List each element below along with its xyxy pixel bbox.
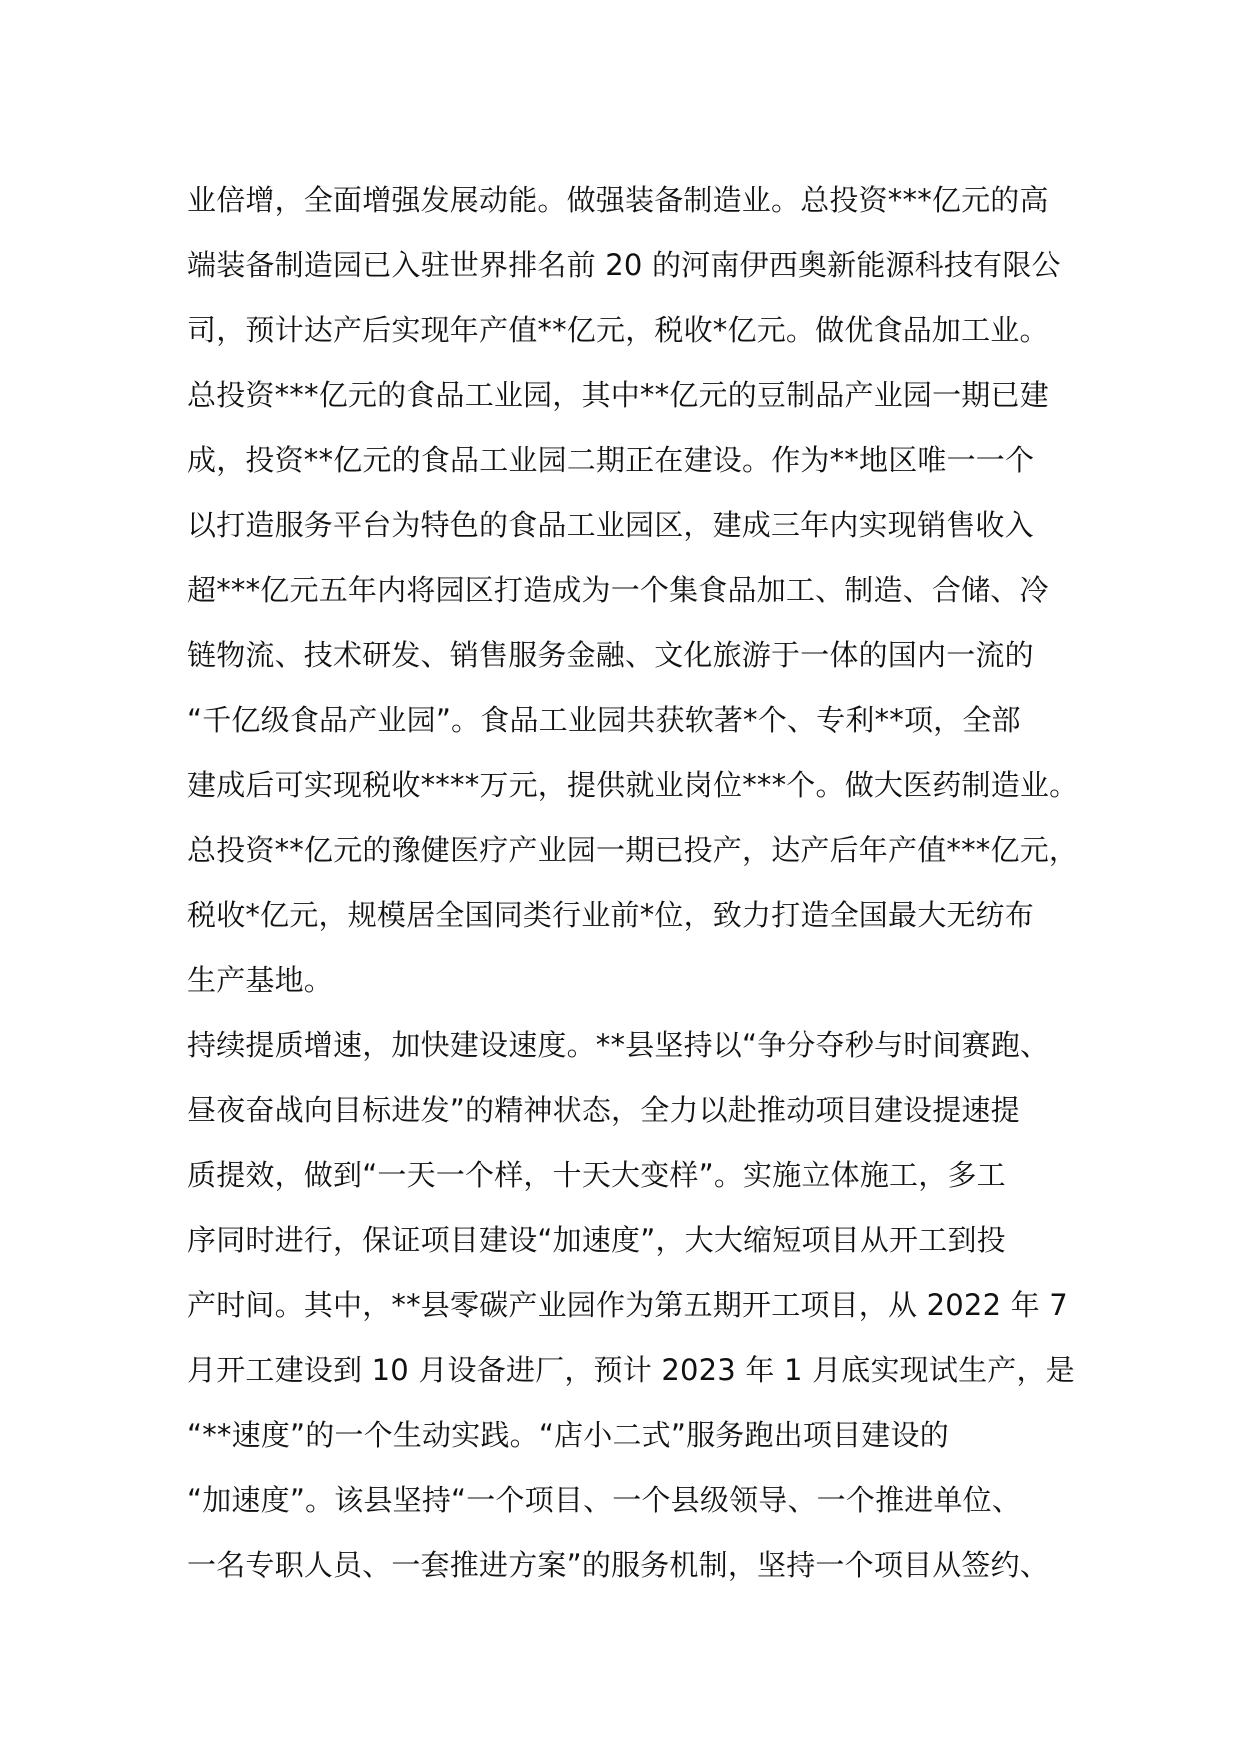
text-line: 端装备制造园已入驻世界排名前 20 的河南伊西奥新能源科技有限公 — [187, 248, 1061, 282]
text-line: 总投资***亿元的食品工业园，其中**亿元的豆制品产业园一期已建 — [187, 378, 1049, 412]
text-line: 总投资**亿元的豫健医疗产业园一期已投产，达产后年产值***亿元， — [187, 833, 1079, 867]
paragraph-2 — [187, 1013, 1087, 1598]
body-text — [187, 168, 1087, 1598]
text-line: 持续提质增速，加快建设速度。**县坚持以“争分夺秒与时间赛跑、 — [187, 1028, 1050, 1062]
text-line: 昼夜奋战向目标进发”的精神状态，全力以赴推动项目建设提速提 — [187, 1093, 1020, 1127]
text-line: 建成后可实现税收****万元，提供就业岗位***个。做大医药制造业。 — [187, 768, 1079, 802]
paragraph-1 — [187, 168, 1087, 1013]
text-line: “**速度”的一个生动实践。“店小二式”服务跑出项目建设的 — [187, 1418, 949, 1452]
text-line: 一名专职人员、一套推进方案”的服务机制，坚持一个项目从签约、 — [187, 1548, 1050, 1582]
text-line: 税收*亿元，规模居全国同类行业前*位，致力打造全国最大无纺布 — [187, 898, 1035, 932]
text-line: 链物流、技术研发、销售服务金融、文化旅游于一体的国内一流的 — [187, 638, 1034, 672]
text-line: 业倍增，全面增强发展动能。做强装备制造业。总投资***亿元的高 — [187, 183, 1049, 217]
text-line: “加速度”。该县坚持“一个项目、一个县级领导、一个推进单位、 — [187, 1483, 1022, 1517]
text-line: “千亿级食品产业园”。食品工业园共获软著*个、专利**项，全部 — [187, 703, 1021, 737]
text-line: 序同时进行，保证项目建设“加速度”，大大缩短项目从开工到投 — [187, 1223, 1006, 1257]
text-line: 超***亿元五年内将园区打造成为一个集食品加工、制造、合储、冷 — [187, 573, 1049, 607]
text-line: 产时间。其中，**县零碳产业园作为第五期开工项目，从 2022 年 7 — [187, 1288, 1068, 1322]
text-line: 成，投资**亿元的食品工业园二期正在建设。作为**地区唯一一个 — [187, 443, 1035, 477]
text-line: 以打造服务平台为特色的食品工业园区，建成三年内实现销售收入 — [187, 508, 1034, 542]
text-line: 质提效，做到“一天一个样，十天大变样”。实施立体施工，多工 — [187, 1158, 1006, 1192]
text-line: 司，预计达产后实现年产值**亿元，税收*亿元。做优食品加工业。 — [187, 313, 1049, 347]
text-line: 月开工建设到 10 月设备进厂，预计 2023 年 1 月底实现试生产，是 — [187, 1353, 1075, 1387]
text-line: 生产基地。 — [187, 963, 334, 997]
